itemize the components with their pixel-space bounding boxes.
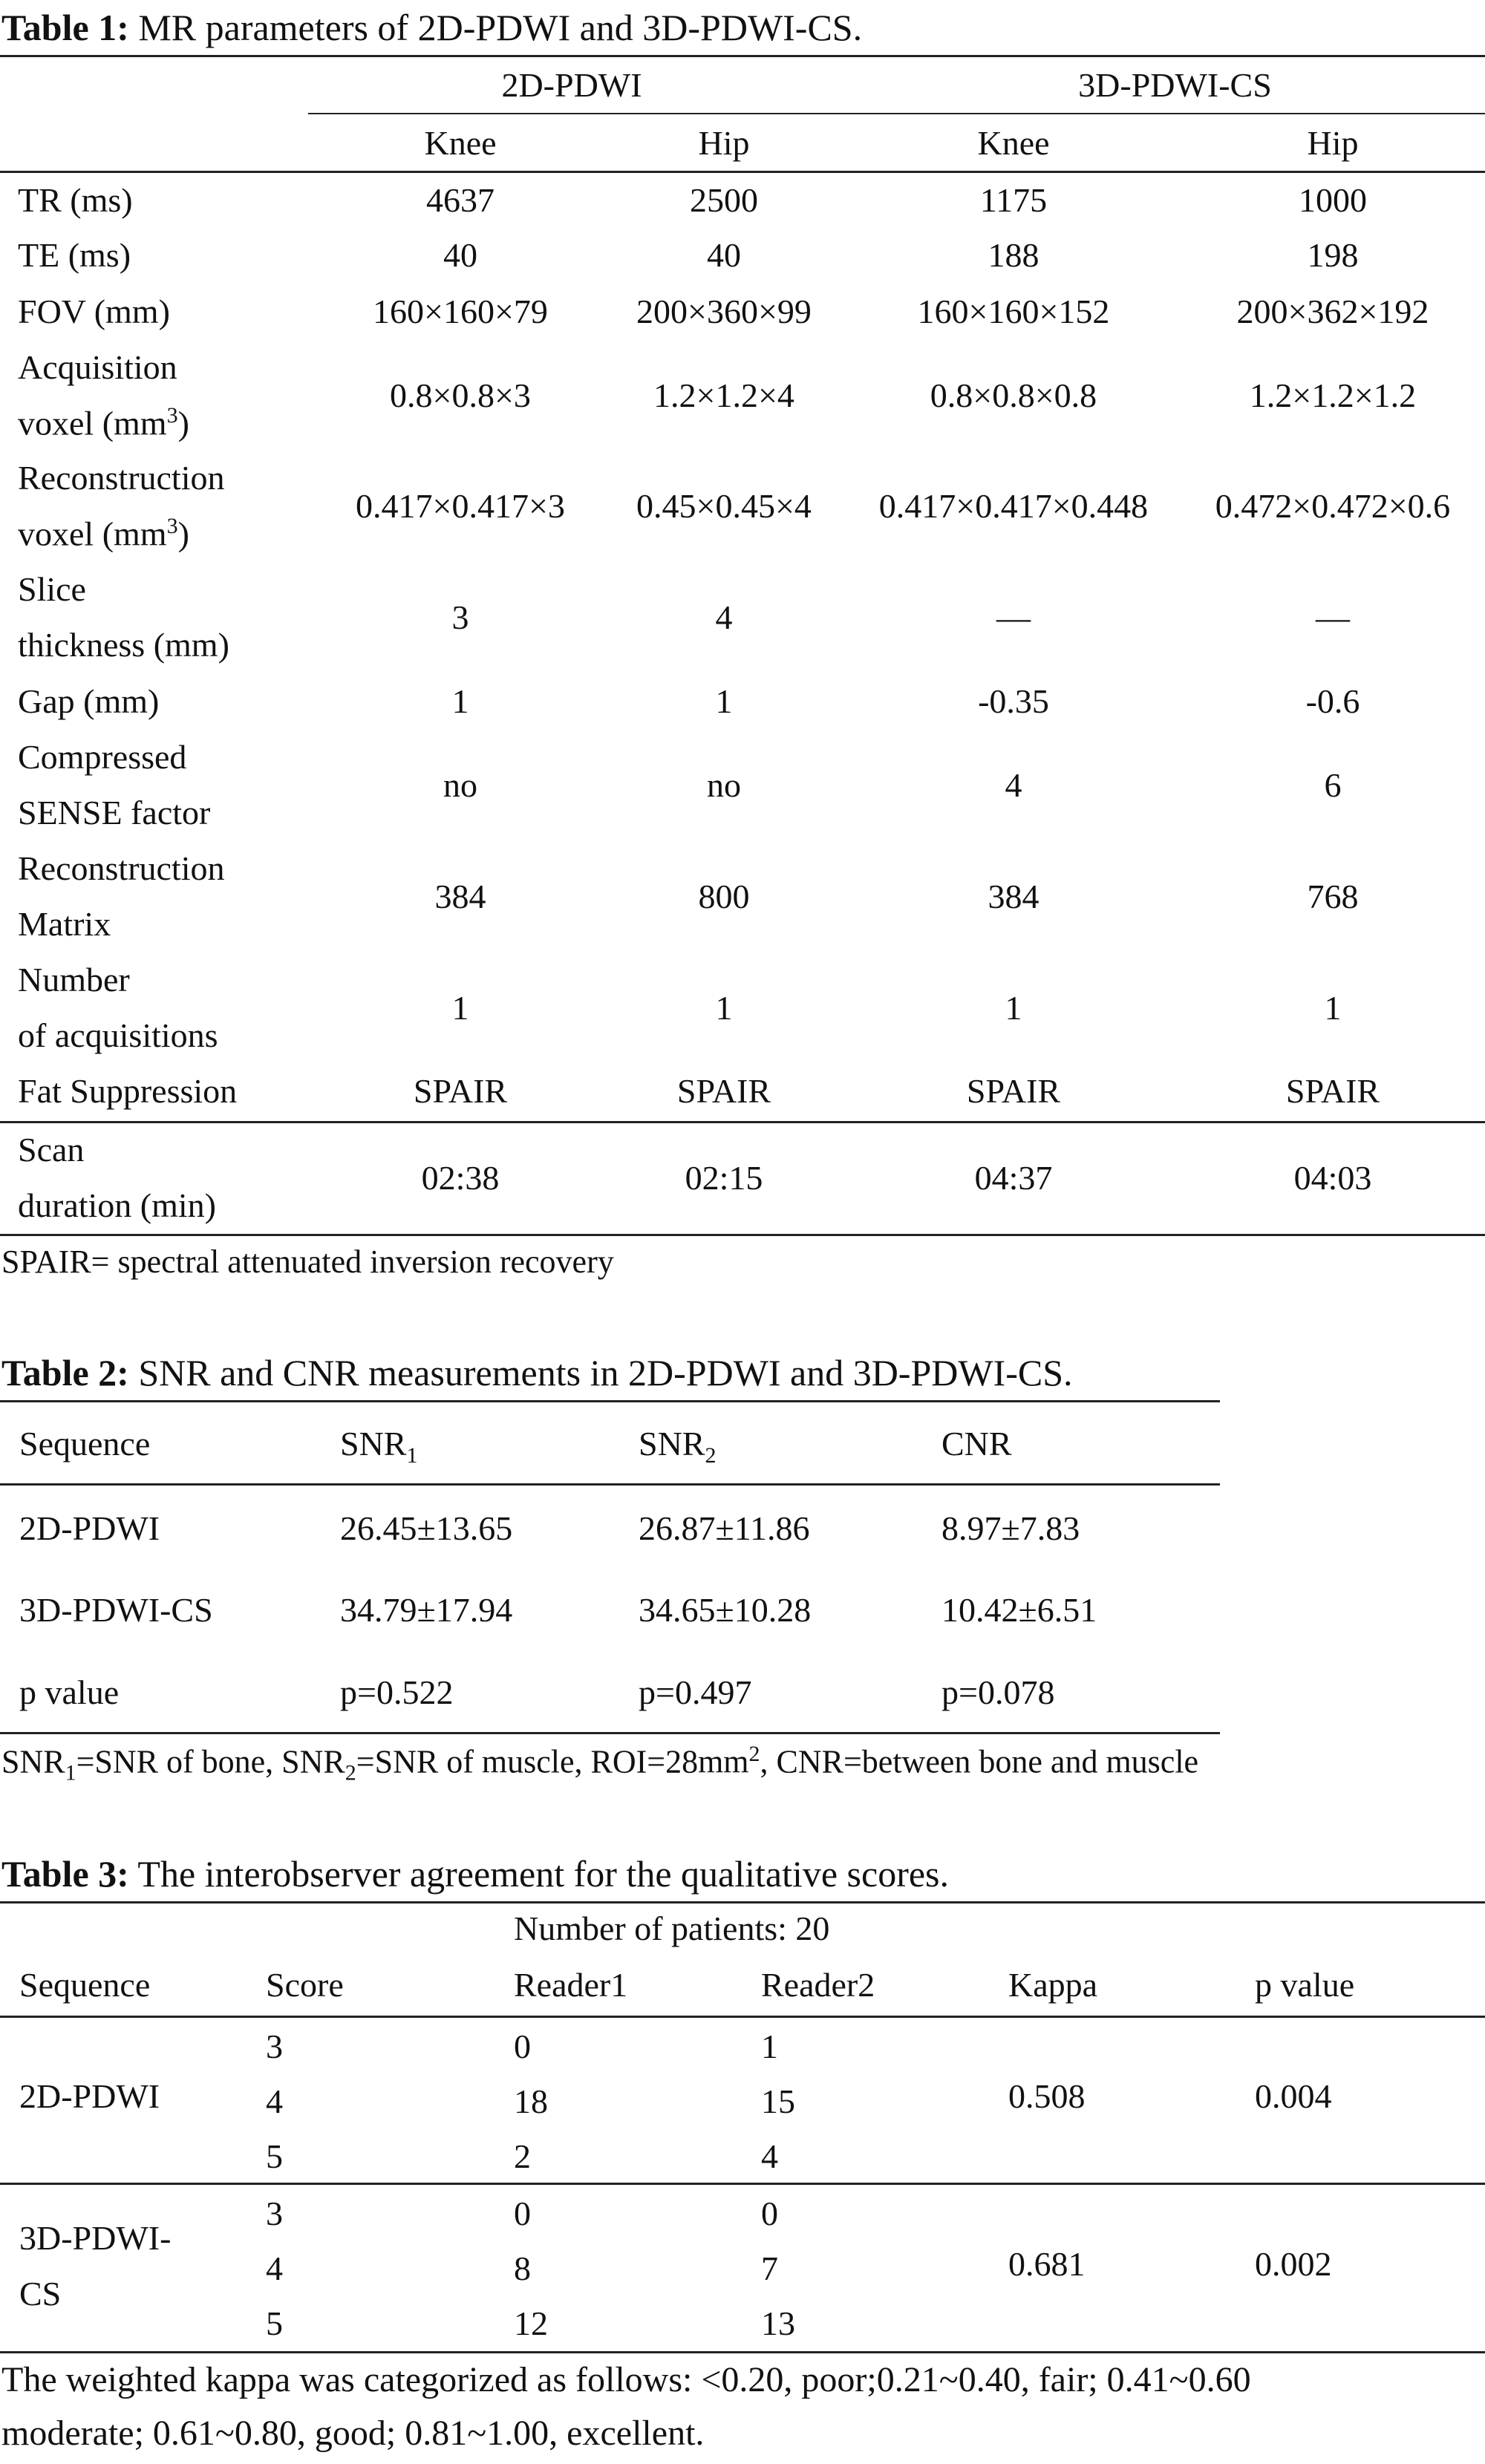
cell: 384 [434, 878, 486, 915]
cell: p value [19, 1673, 120, 1711]
table3-header-reader2: Reader2 [761, 1966, 875, 2004]
table3-header-sequence: Sequence [19, 1966, 151, 2004]
cell: 800 [698, 878, 750, 915]
cell: 160×160×152 [917, 293, 1110, 330]
cell: 10.42±6.51 [941, 1591, 1097, 1629]
table2-caption [1, 1351, 1073, 1394]
cell: SPAIR [676, 1072, 771, 1110]
cell: no [443, 766, 477, 804]
cell: 2500 [690, 181, 758, 219]
param-label: Gap (mm) [18, 682, 160, 720]
cell: 0.8×0.8×3 [390, 376, 531, 414]
table1-title: MR parameters of 2D-PDWI and 3D-PDWI-CS. [138, 7, 863, 48]
param-label: Fat Suppression [18, 1072, 238, 1110]
cell: no [707, 766, 741, 804]
cell: 04:37 [974, 1159, 1053, 1197]
cell: p=0.078 [941, 1673, 1055, 1711]
param-label-line2: duration (min) [18, 1186, 216, 1224]
cell: 0.472×0.472×0.6 [1215, 487, 1451, 525]
table1-col-hip-3d: Hip [1307, 124, 1359, 162]
param-label-line2: of acquisitions [18, 1016, 218, 1054]
cell: 40 [707, 236, 741, 274]
reader1-values: 0 18 2 [514, 2027, 548, 2175]
cell: 0.8×0.8×0.8 [930, 376, 1097, 414]
cell: 04:03 [1293, 1159, 1372, 1197]
table1-col-knee-2d: Knee [424, 124, 497, 162]
cell: 1 [451, 989, 469, 1027]
cell: 2D-PDWI [19, 1509, 160, 1547]
cell: SPAIR [966, 1072, 1061, 1110]
cell: 3 [451, 598, 469, 636]
param-label: TR (ms) [18, 181, 133, 219]
scores: 3 4 5 [266, 2027, 283, 2175]
table1-header-rule [0, 171, 1485, 173]
table1-group-2d: 2D-PDWI [501, 66, 642, 104]
cell: 188 [988, 236, 1040, 274]
cell: SPAIR [1285, 1072, 1380, 1110]
param-label: FOV (mm) [18, 293, 170, 330]
sequence-label: 2D-PDWI [19, 2077, 160, 2115]
table2-header-rule [0, 1483, 1220, 1486]
param-label: Slice [18, 570, 86, 608]
table1-group-rule [308, 113, 1485, 114]
cell: 768 [1307, 878, 1359, 915]
cell: -0.35 [978, 682, 1049, 720]
table2-top-rule [0, 1400, 1220, 1402]
table3-header-pvalue: p value [1255, 1966, 1355, 2004]
table2-header-snr1: $SNR_1$ [340, 1425, 418, 1468]
param-label-line2: voxel $(mm^3)$ [18, 514, 189, 553]
table3-group-rule [0, 2183, 1485, 2185]
cell: 02:38 [421, 1159, 500, 1197]
cell: 3D-PDWI-CS [19, 1591, 213, 1629]
cell: 198 [1307, 236, 1359, 274]
param-label-line2: thickness (mm) [18, 626, 229, 664]
kappa-value: 0.508 [1008, 2077, 1086, 2115]
table3-header-kappa: Kappa [1008, 1966, 1098, 2004]
cell: 1 [451, 682, 469, 720]
cell: 4 [715, 598, 733, 636]
sequence-label-line2: CS [19, 2275, 62, 2313]
table1-top-rule [0, 55, 1485, 57]
cell: 200×362×192 [1236, 293, 1429, 330]
cell: 1 [715, 682, 733, 720]
param-label: Reconstruction [18, 849, 225, 887]
cell: 1.2×1.2×4 [653, 376, 794, 414]
cell: 0.45×0.45×4 [636, 487, 812, 525]
cell: 8.97±7.83 [941, 1509, 1080, 1547]
table3-title: The interobserver agreement for the qualitative scores. [137, 1853, 949, 1895]
cell: SPAIR [413, 1072, 508, 1110]
table1-caption [1, 6, 862, 49]
table3-header-rule [0, 2016, 1485, 2018]
cell: 40 [443, 236, 477, 274]
cell: 1000 [1299, 181, 1367, 219]
scores: 3 4 5 [266, 2195, 283, 2342]
table3-bottom-rule [0, 2351, 1485, 2353]
param-label: TE (ms) [18, 236, 131, 274]
table2-footnote: $SNR_1=SNR$ of bone, $SNR_2=SNR$ of muscle, $ROI=28mm^2$, CNR=between bone and muscle [1, 1742, 1199, 1785]
table2-header-snr2: $SNR_2$ [639, 1425, 717, 1468]
param-label-line2: Matrix [18, 905, 111, 943]
cell: 4 [1005, 766, 1022, 804]
param-label-line2: voxel $(mm^3)$ [18, 403, 189, 442]
table3-header-reader1: Reader1 [514, 1966, 628, 2004]
kappa-value: 0.681 [1008, 2245, 1086, 2283]
cell: — [996, 598, 1031, 636]
table3-footnote-line2: moderate; 0.61~0.80, good; 0.81~1.00, excellent. [1, 2414, 705, 2453]
table1-last-row-rule [0, 1121, 1485, 1123]
table3-patients: Number of patients: 20 [514, 1909, 830, 1947]
table1-col-hip-2d: Hip [698, 124, 750, 162]
cell: 0.417×0.417×0.448 [878, 487, 1149, 525]
cell: 26.87±11.86 [639, 1509, 810, 1547]
table3-caption [1, 1852, 949, 1895]
cell: 200×360×99 [636, 293, 812, 330]
cell: 1 [715, 989, 733, 1027]
table3-label: Table 3: [1, 1853, 129, 1895]
p-value: 0.002 [1255, 2245, 1332, 2283]
cell: p=0.497 [639, 1673, 752, 1711]
cell: 1 [1324, 989, 1342, 1027]
cell: 02:15 [685, 1159, 763, 1197]
table2-title: SNR and CNR measurements in 2D-PDWI and 3D-PDWI-CS. [138, 1352, 1073, 1393]
cell: p=0.522 [340, 1673, 454, 1711]
cell: 26.45±13.65 [340, 1509, 513, 1547]
table1-col-knee-3d: Knee [977, 124, 1050, 162]
cell: 1.2×1.2×1.2 [1249, 376, 1417, 414]
cell: -0.6 [1305, 682, 1360, 720]
reader2-values: 1 15 4 [761, 2027, 795, 2175]
table2-label: Table 2: [1, 1352, 129, 1393]
table2-header-cnr: CNR [941, 1425, 1012, 1463]
cell: 6 [1324, 766, 1342, 804]
table2-header-sequence: Sequence [19, 1425, 151, 1463]
sequence-label: 3D-PDWI- [19, 2219, 172, 2257]
cell: 1175 [979, 181, 1048, 219]
param-label: Reconstruction [18, 459, 225, 497]
p-value: 0.004 [1255, 2077, 1332, 2115]
table1-footnote: SPAIR= spectral attenuated inversion recovery [1, 1244, 614, 1280]
table3-top-rule [0, 1901, 1485, 1903]
table3-header-score: Score [266, 1966, 344, 2004]
table1-bottom-rule [0, 1234, 1485, 1236]
cell: 4637 [426, 181, 495, 219]
param-label: Acquisition [18, 348, 177, 386]
reader1-values: 0 8 12 [514, 2195, 548, 2342]
cell: 384 [988, 878, 1040, 915]
cell: 160×160×79 [373, 293, 548, 330]
table2-bottom-rule [0, 1732, 1220, 1734]
cell: 1 [1005, 989, 1022, 1027]
param-label: Compressed [18, 738, 187, 776]
param-label: Number [18, 961, 130, 999]
reader2-values: 0 7 13 [761, 2195, 795, 2342]
table3-footnote-line1: The weighted kappa was categorized as follows: <0.20, poor;0.21~0.40, fair; 0.41~0.60 [1, 2360, 1251, 2399]
table1-label: Table 1: [1, 7, 129, 48]
param-label: Scan [18, 1131, 85, 1169]
cell: 34.65±10.28 [639, 1591, 812, 1629]
cell: 0.417×0.417×3 [356, 487, 565, 525]
param-label-line2: SENSE factor [18, 794, 211, 831]
table1-group-3d: 3D-PDWI-CS [1078, 66, 1272, 104]
cell: 34.79±17.94 [340, 1591, 513, 1629]
cell: — [1316, 598, 1350, 636]
